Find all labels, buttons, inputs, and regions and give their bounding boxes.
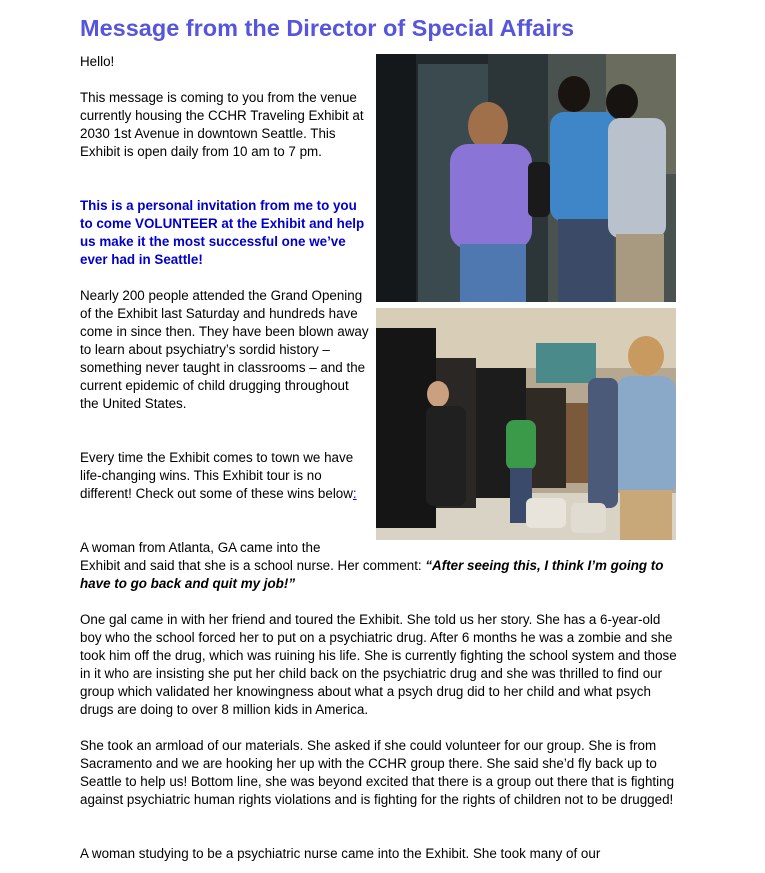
invitation-paragraph: This is a personal invitation from me to you to come VOLUNTEER at the Exhibit and help us make it the most successful one we’ve ever had in Seattle! xyxy=(80,198,365,267)
atlanta-quote: “After seeing this, I think I’m going to have to go back and quit my job!” xyxy=(80,558,664,591)
nurse-student-paragraph: A woman studying to be a psychiatric nurse came into the Exhibit. She took many of our xyxy=(80,846,601,861)
intro-paragraph: This message is coming to you from the venue currently housing the CCHR Traveling Exhibit at 2030 1st Avenue in downtown Seattle. This Exhibit is open daily from 10 am to 7 pm. xyxy=(80,90,364,159)
attendance-paragraph: Nearly 200 people attended the Grand Opening of the Exhibit last Saturday and hundreds have come in since then. They have been blown away to learn about psychiatry’s sordid history – something never taught in classrooms – and the current epidemic of child drugging throughout the United States. xyxy=(80,288,369,411)
page-title: Message from the Director of Special Affairs xyxy=(80,15,575,41)
atlanta-text: Exhibit and said that she is a school nurse. Her comment: xyxy=(80,558,426,573)
atlanta-paragraph xyxy=(80,557,680,593)
exhibit-entrance-photo xyxy=(376,54,676,302)
atlanta-line1: A woman from Atlanta, GA came into the xyxy=(80,540,321,555)
gal-story-paragraph: One gal came in with her friend and toured the Exhibit. She told us her story. She has a 6-year-old boy who the school forced her to put on a psychiatric drug. After 6 months he was a zombie and she took him off the drug, which was ruining his life. She is currently fighting the school system and those in it who are insisting she put her child back on the psychiatric drug and she was thrilled to find our group which validated her knowingness about what a psych drug did to her child and what psych drugs are doing to over 8 million kids in America. xyxy=(80,612,677,717)
armload-paragraph: She took an armload of our materials. She asked if she could volunteer for our group. She is from Sacramento and we are hooking her up with the CCHR group there. She said she’d fly back up to Seattle to help us! Bottom line, she was beyond excited that there is a group out there that is fighting against psychiatric human rights violations and is fighting for the rights of children not to be drugged! xyxy=(80,738,675,807)
greeting: Hello! xyxy=(80,54,115,69)
wins-intro-text: Every time the Exhibit comes to town we have life-changing wins. This Exhibit tour is no different! Check out some of these wins below xyxy=(80,450,354,501)
wins-intro-paragraph xyxy=(80,449,370,503)
wins-link[interactable]: : xyxy=(352,486,357,501)
exhibit-interior-photo xyxy=(376,308,676,540)
